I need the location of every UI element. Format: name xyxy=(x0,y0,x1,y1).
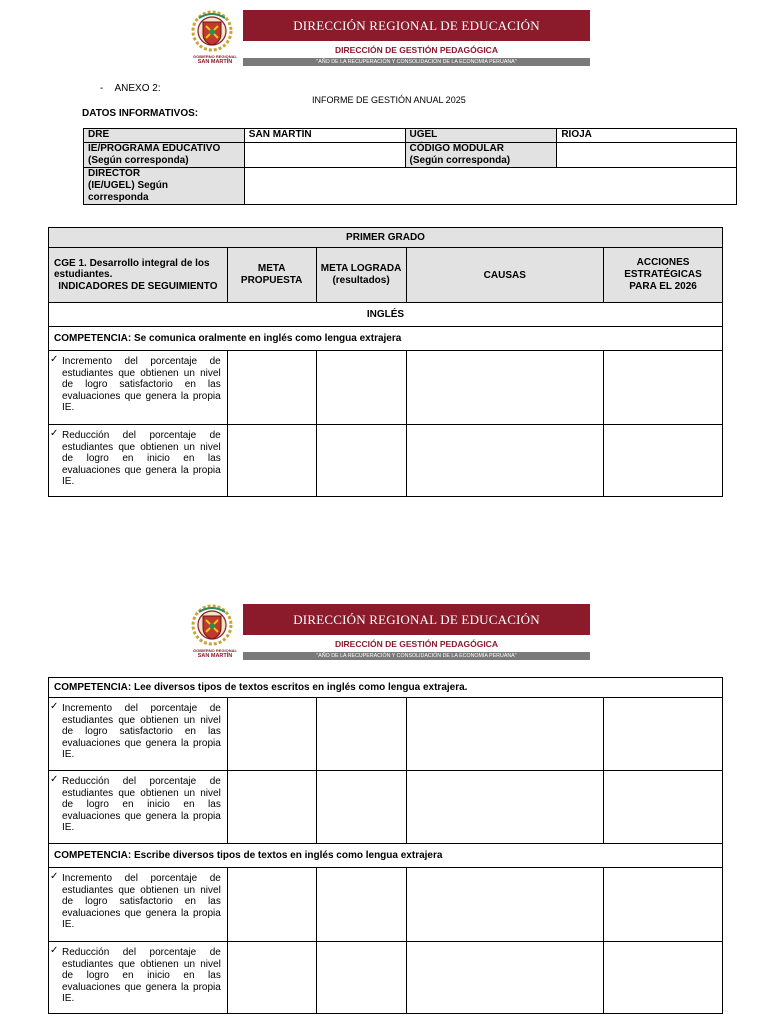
indicator-text: Incremento del porcentaje de estudiantes que obtienen un nivel de logro satisfactorio en las evaluaciones que genera la propia IE. xyxy=(62,873,221,931)
meta-propuesta-cell[interactable] xyxy=(227,771,316,844)
meta-lograda-cell[interactable] xyxy=(316,942,406,1014)
competencia-row: COMPETENCIA: Lee diversos tipos de textos escritos en inglés como lengua extrajera. xyxy=(49,678,723,698)
cod-label: CÓDIGO MODULAR xyxy=(409,143,504,154)
section-heading: DATOS INFORMATIVOS: xyxy=(82,108,199,119)
indicators-table-1 xyxy=(48,227,723,497)
acciones-cell[interactable] xyxy=(604,351,723,425)
ie-label-cell xyxy=(84,143,245,168)
competencia-row: COMPETENCIA: Escribe diversos tipos de textos en inglés como lengua extrajera xyxy=(49,844,723,868)
cod-value[interactable] xyxy=(557,143,737,168)
header-slogan: "AÑO DE LA RECUPERACIÓN Y CONSOLIDACIÓN DE LA ECONOMÍA PERUANA" xyxy=(243,58,590,66)
causas-cell[interactable] xyxy=(406,425,604,497)
causas-header: CAUSAS xyxy=(406,248,604,303)
dir-label-cell xyxy=(84,168,245,205)
acciones-cell[interactable] xyxy=(604,771,723,844)
table-row xyxy=(49,771,723,844)
meta-lograda-header xyxy=(316,248,406,303)
check-icon: ✓ xyxy=(50,354,59,365)
meta-propuesta-cell[interactable] xyxy=(227,868,316,942)
table-row xyxy=(49,698,723,771)
indicator-text: Incremento del porcentaje de estudiantes que obtienen un nivel de logro satisfactorio en las evaluaciones que genera la propia IE. xyxy=(62,356,221,414)
meta-propuesta-header: META PROPUESTA xyxy=(227,248,316,303)
dre-value: SAN MARTÍN xyxy=(244,129,405,143)
table-row xyxy=(49,425,723,497)
dir-note-2: corresponda xyxy=(88,192,149,203)
ugel-label: UGEL xyxy=(405,129,557,143)
meta-propuesta-cell[interactable] xyxy=(227,425,316,497)
meta-propuesta-cell[interactable] xyxy=(227,698,316,771)
shield-emblem-icon xyxy=(186,604,238,648)
page-header xyxy=(180,10,590,68)
dre-label: DRE xyxy=(84,129,245,143)
indicator-cell xyxy=(49,942,228,1014)
shield-emblem-icon xyxy=(186,10,238,54)
header-banner xyxy=(243,10,590,66)
header-title: DIRECCIÓN REGIONAL DE EDUCACIÓN xyxy=(243,604,590,635)
acciones-cell[interactable] xyxy=(604,942,723,1014)
dir-label: DIRECTOR xyxy=(88,168,141,179)
causas-cell[interactable] xyxy=(406,351,604,425)
acciones-cell[interactable] xyxy=(604,698,723,771)
ie-note: (Según corresponda) xyxy=(88,155,189,166)
dir-value[interactable] xyxy=(244,168,736,205)
indicators-table-2 xyxy=(48,677,723,1014)
indicator-cell xyxy=(49,351,228,425)
table-row xyxy=(49,351,723,425)
indicator-cell xyxy=(49,868,228,942)
check-icon: ✓ xyxy=(50,701,59,712)
acciones-cell[interactable] xyxy=(604,425,723,497)
seal-line-1: GOBIERNO REGIONAL xyxy=(192,648,237,653)
ugel-value: RIOJA xyxy=(557,129,737,143)
header-subtitle: DIRECCIÓN DE GESTIÓN PEDAGÓGICA xyxy=(335,45,498,55)
bullet-dash: - xyxy=(100,83,104,94)
check-icon: ✓ xyxy=(50,871,59,882)
indicator-text: Reducción del porcentaje de estudiantes que obtienen un nivel de logro en inicio en las evaluaciones que genera la propia IE. xyxy=(62,947,221,1005)
competencia-row: COMPETENCIA: Se comunica oralmente en inglés como lengua extrajera xyxy=(49,327,723,351)
indicators-header: INDICADORES DE SEGUIMIENTO xyxy=(58,280,218,292)
table-row xyxy=(49,942,723,1014)
cge-title: CGE 1. Desarrollo integral de los estudiantes. xyxy=(54,257,210,281)
ie-value[interactable] xyxy=(244,143,405,168)
table-row xyxy=(49,868,723,942)
seal-line-2: SAN MARTÍN xyxy=(197,59,233,65)
meta-lograda-cell[interactable] xyxy=(316,868,406,942)
meta-propuesta-cell[interactable] xyxy=(227,351,316,425)
indicator-text: Reducción del porcentaje de estudiantes que obtienen un nivel de logro en inicio en las evaluaciones que genera la propia IE. xyxy=(62,776,221,834)
meta-lograda-note: (resultados) xyxy=(332,275,390,286)
meta-lograda-cell[interactable] xyxy=(316,351,406,425)
indicator-cell xyxy=(49,698,228,771)
check-icon: ✓ xyxy=(50,774,59,785)
causas-cell[interactable] xyxy=(406,698,604,771)
anexo-text: ANEXO 2: xyxy=(114,83,161,94)
causas-cell[interactable] xyxy=(406,942,604,1014)
indicator-text: Incremento del porcentaje de estudiantes que obtienen un nivel de logro satisfactorio en las evaluaciones que genera la propia IE. xyxy=(62,703,221,761)
info-table xyxy=(83,128,737,205)
indicator-cell xyxy=(49,771,228,844)
ie-label: IE/PROGRAMA EDUCATIVO xyxy=(88,143,221,154)
dir-note-1: (IE/UGEL) Según xyxy=(88,180,168,191)
causas-cell[interactable] xyxy=(406,771,604,844)
cge-header xyxy=(49,248,228,303)
meta-lograda-label: META LOGRADA xyxy=(320,263,402,274)
meta-lograda-cell[interactable] xyxy=(316,425,406,497)
page-header-2 xyxy=(180,604,590,662)
header-slogan: "AÑO DE LA RECUPERACIÓN Y CONSOLIDACIÓN DE LA ECONOMÍA PERUANA" xyxy=(243,652,590,660)
causas-cell[interactable] xyxy=(406,868,604,942)
area-header: INGLÉS xyxy=(49,303,723,327)
anexo-label xyxy=(100,83,161,94)
indicator-cell xyxy=(49,425,228,497)
seal-line-1: GOBIERNO REGIONAL xyxy=(192,54,237,59)
meta-lograda-cell[interactable] xyxy=(316,771,406,844)
regional-seal-logo xyxy=(186,604,238,662)
seal-line-2: SAN MARTÍN xyxy=(197,653,233,659)
meta-lograda-cell[interactable] xyxy=(316,698,406,771)
header-banner xyxy=(243,604,590,660)
header-subtitle: DIRECCIÓN DE GESTIÓN PEDAGÓGICA xyxy=(335,639,498,649)
check-icon: ✓ xyxy=(50,945,59,956)
header-title: DIRECCIÓN REGIONAL DE EDUCACIÓN xyxy=(243,10,590,41)
acciones-cell[interactable] xyxy=(604,868,723,942)
indicator-text: Reducción del porcentaje de estudiantes que obtienen un nivel de logro en inicio en las evaluaciones que genera la propia IE. xyxy=(62,430,221,488)
check-icon: ✓ xyxy=(50,428,59,439)
report-title: INFORME DE GESTIÓN ANUAL 2025 xyxy=(312,95,466,105)
grade-header: PRIMER GRADO xyxy=(49,228,723,248)
regional-seal-logo xyxy=(186,10,238,68)
meta-propuesta-cell[interactable] xyxy=(227,942,316,1014)
acciones-header: ACCIONES ESTRATÉGICAS PARA EL 2026 xyxy=(604,248,723,303)
cod-note: (Según corresponda) xyxy=(409,155,511,166)
cod-label-cell xyxy=(405,143,557,168)
